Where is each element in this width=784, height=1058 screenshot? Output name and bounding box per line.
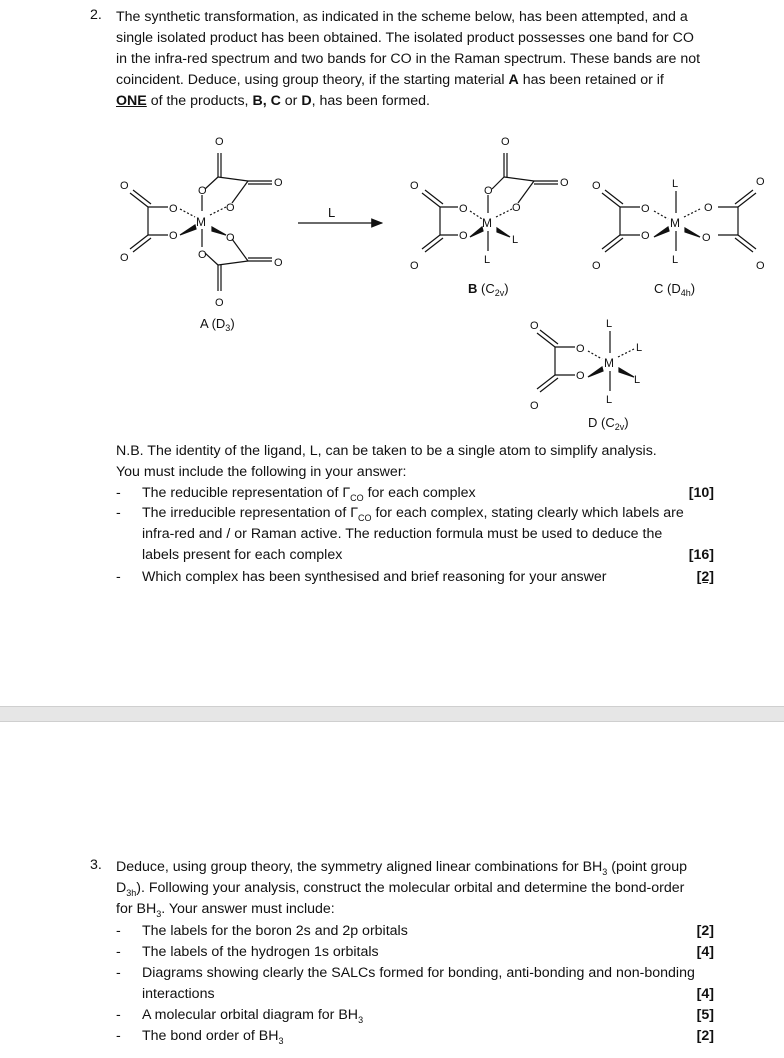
svg-text:O: O xyxy=(226,232,235,244)
label-a: A $(D_3)$ xyxy=(200,316,235,333)
bullet-dash: - xyxy=(116,505,121,521)
svg-text:O: O xyxy=(274,257,283,269)
q3-item-4: A molecular orbital diagram for $BH_3$ xyxy=(142,1007,364,1025)
svg-text:M: M xyxy=(196,215,206,229)
svg-text:O: O xyxy=(512,202,521,214)
q3-line-1: Deduce, using group theory, the symmetry aligned linear combinations for $BH_3$ (point group xyxy=(116,859,687,877)
svg-text:M: M xyxy=(604,356,614,370)
svg-text:O: O xyxy=(198,249,207,261)
svg-text:O: O xyxy=(576,370,585,382)
svg-text:L: L xyxy=(636,342,643,354)
bullet-dash: - xyxy=(116,1028,121,1044)
q3-line-2: $D_{3h}$). Following your analysis, construct the molecular orbital and determine the bond-order xyxy=(116,880,685,898)
q3-item-4-mark: [5] xyxy=(696,1007,714,1023)
svg-text:O: O xyxy=(120,180,129,192)
svg-text:O: O xyxy=(530,320,539,332)
q3-item-2-mark: [4] xyxy=(696,944,714,960)
page-separator xyxy=(0,706,784,722)
must-include-heading: You must include the following in your answer: xyxy=(116,464,407,480)
one-emphasis: ONE xyxy=(116,93,147,109)
q3-item-1-mark: [2] xyxy=(696,923,714,939)
q3-item-3-cont: interactions xyxy=(142,986,215,1002)
q3-item-5: The bond order of $BH_3$ xyxy=(142,1028,284,1046)
q2-intro-line-3: in the infra-red spectrum and two bands for CO in the Raman spectrum. These bands are not xyxy=(116,51,701,67)
complex-d-structure xyxy=(537,330,634,392)
svg-text:O: O xyxy=(169,230,178,242)
svg-text:O: O xyxy=(641,203,650,215)
q3-item-3-mark: [4] xyxy=(696,986,714,1002)
q2-item-1-mark: [10] xyxy=(688,485,714,501)
svg-text:O: O xyxy=(169,203,178,215)
svg-text:M: M xyxy=(482,216,492,230)
svg-text:O: O xyxy=(226,202,235,214)
q2-intro-line-1: The synthetic transformation, as indicated in the scheme below, has been attempted, and a xyxy=(116,9,688,25)
q2-intro-line-4: coincident. Deduce, using group theory, if the starting material A has been retained or if xyxy=(116,72,664,88)
bullet-dash: - xyxy=(116,923,121,939)
q3-item-1: The labels for the boron 2s and 2p orbitals xyxy=(142,923,408,939)
svg-text:O: O xyxy=(592,180,601,192)
svg-text:O: O xyxy=(641,230,650,242)
svg-text:O: O xyxy=(484,185,493,197)
svg-text:O: O xyxy=(215,297,224,309)
q3-item-3: Diagrams showing clearly the SALCs formed for bonding, anti-bonding and non-bonding xyxy=(142,965,695,981)
bullet-dash: - xyxy=(116,485,121,501)
q2-item-2-cont-2: labels present for each complex xyxy=(142,547,343,563)
q2-item-3-mark: [2] xyxy=(696,569,714,585)
q2-intro-line-5: ONE of the products, B, C or D, has been formed. xyxy=(116,93,430,109)
q2-item-2: The irreducible representation of $\Gamma_{CO}$ for each complex, stating clearly which labels are xyxy=(142,505,684,523)
q2-intro-line-2: single isolated product has been obtained. The isolated product possesses one band for CO xyxy=(116,30,694,46)
svg-text:O: O xyxy=(592,260,601,272)
q3-item-5-mark: [2] xyxy=(696,1028,714,1044)
q2-item-2-cont-1: infra-red and / or Raman active. The reduction formula must be used to deduce the xyxy=(142,526,663,542)
question-2-number: 2. xyxy=(90,7,102,23)
svg-text:O: O xyxy=(501,136,510,148)
svg-text:O: O xyxy=(560,177,569,189)
svg-text:M: M xyxy=(670,216,680,230)
label-d: D $(C_{2v})$ xyxy=(588,415,629,432)
bullet-dash: - xyxy=(116,569,121,585)
q3-line-3: for $BH_3$. Your answer must include: xyxy=(116,901,335,919)
svg-text:L: L xyxy=(606,394,613,406)
svg-text:O: O xyxy=(459,203,468,215)
reaction-scheme xyxy=(0,125,784,435)
svg-text:O: O xyxy=(756,176,765,188)
svg-text:O: O xyxy=(198,185,207,197)
svg-text:O: O xyxy=(274,177,283,189)
q2-item-2-mark: [16] xyxy=(688,547,714,563)
svg-text:O: O xyxy=(756,260,765,272)
svg-text:O: O xyxy=(459,230,468,242)
svg-text:O: O xyxy=(704,202,713,214)
svg-text:O: O xyxy=(215,136,224,148)
arrow-ligand-label: L xyxy=(328,205,336,220)
svg-text:L: L xyxy=(484,254,491,266)
q2-item-3: Which complex has been synthesised and brief reasoning for your answer xyxy=(142,569,607,585)
svg-text:L: L xyxy=(672,254,679,266)
bullet-dash: - xyxy=(116,1007,121,1023)
svg-text:O: O xyxy=(120,252,129,264)
svg-text:L: L xyxy=(606,318,613,330)
svg-text:O: O xyxy=(702,232,711,244)
svg-text:O: O xyxy=(576,343,585,355)
bullet-dash: - xyxy=(116,965,121,981)
nb-note: N.B. The identity of the ligand, L, can be taken to be a single atom to simplify analysis. xyxy=(116,443,657,459)
q2-item-1: The reducible representation of $\Gamma_{CO}$ for each complex xyxy=(142,485,476,503)
bullet-dash: - xyxy=(116,944,121,960)
svg-text:L: L xyxy=(634,374,641,386)
label-c: C $(D_{4h})$ xyxy=(654,281,696,298)
complex-b-structure xyxy=(422,153,558,252)
label-b: B $(C_{2v})$ xyxy=(468,281,509,298)
question-3-number: 3. xyxy=(90,857,102,873)
svg-text:L: L xyxy=(512,234,519,246)
svg-text:O: O xyxy=(530,400,539,412)
svg-text:O: O xyxy=(410,260,419,272)
svg-text:O: O xyxy=(410,180,419,192)
q3-item-2: The labels of the hydrogen 1s orbitals xyxy=(142,944,379,960)
svg-text:L: L xyxy=(672,178,679,190)
